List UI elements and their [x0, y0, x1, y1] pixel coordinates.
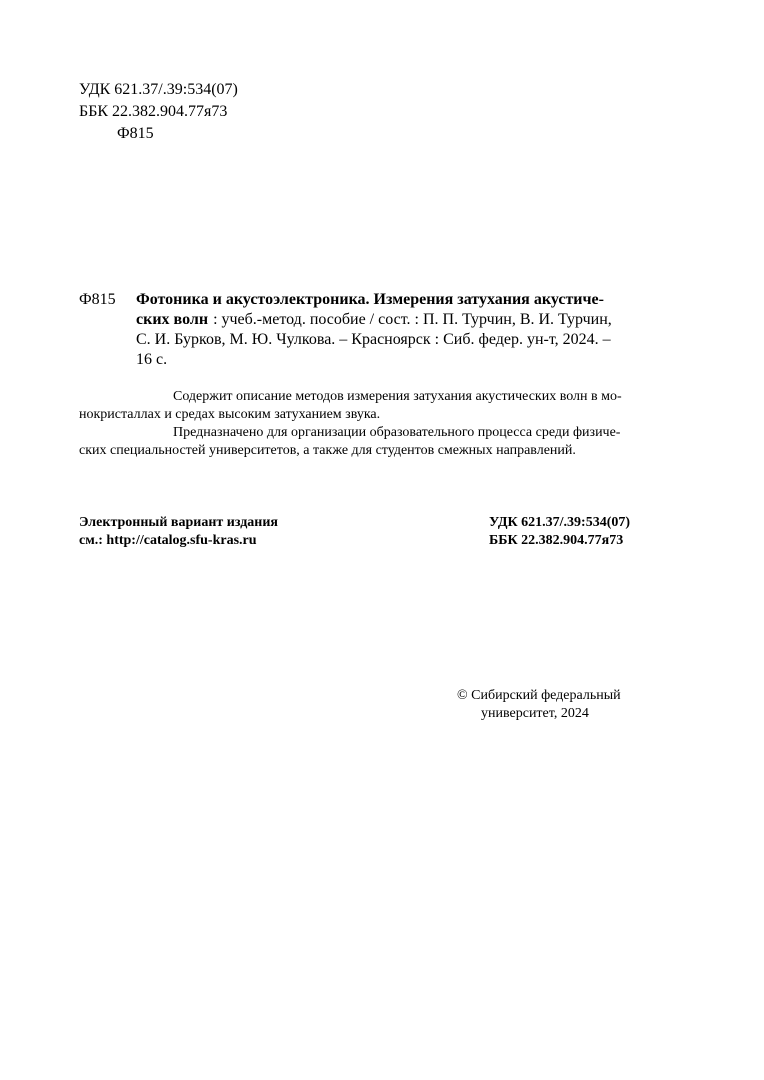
- header-udk: УДК 621.37/.39:534(07): [79, 81, 238, 98]
- footer-udk: УДК 621.37/.39:534(07): [489, 515, 631, 530]
- copyright-line1: © Сибирский федеральный: [457, 688, 621, 703]
- citation-line-3: С. И. Бурков, М. Ю. Чулкова. – Красноярск : Сиб. федер. ун-т, 2024. –: [136, 331, 611, 348]
- electronic-version-url[interactable]: см.: http://catalog.sfu-kras.ru: [79, 533, 257, 548]
- footer-bbk: ББК 22.382.904.77я73: [489, 533, 624, 548]
- electronic-version-label: Электронный вариант издания: [79, 515, 278, 530]
- abstract-p1-line1: Содержит описание методов измерения затухания акустических волн в мо-: [173, 389, 622, 404]
- abstract-p2-line1: Предназначено для организации образовательного процесса среди физиче-: [173, 425, 621, 440]
- abstract-block: [79, 388, 684, 460]
- citation-body: [136, 290, 691, 370]
- header-author-sign: Ф815: [117, 125, 154, 142]
- citation-line-2: [136, 310, 691, 330]
- header-bbk: ББК 22.382.904.77я73: [79, 103, 228, 120]
- citation-title-line: [136, 290, 691, 310]
- abstract-p1-line2: нокристаллах и средах высоким затуханием звука.: [79, 407, 381, 422]
- citation-line-4: 16 с.: [136, 351, 168, 368]
- citation-code: Ф815: [79, 291, 116, 308]
- citation-title-part1: Фотоника и акустоэлектроника. Измерения затухания акустиче-: [136, 291, 604, 308]
- copyright-line2: университет, 2024: [481, 706, 589, 721]
- citation-title-part2: ских волн: [136, 311, 209, 328]
- citation-publication-info: : учеб.-метод. пособие / сост. : П. П. Турчин, В. И. Турчин,: [213, 311, 612, 328]
- abstract-p2-line2: ских специальностей университетов, а также для студентов смежных направлений.: [79, 443, 576, 458]
